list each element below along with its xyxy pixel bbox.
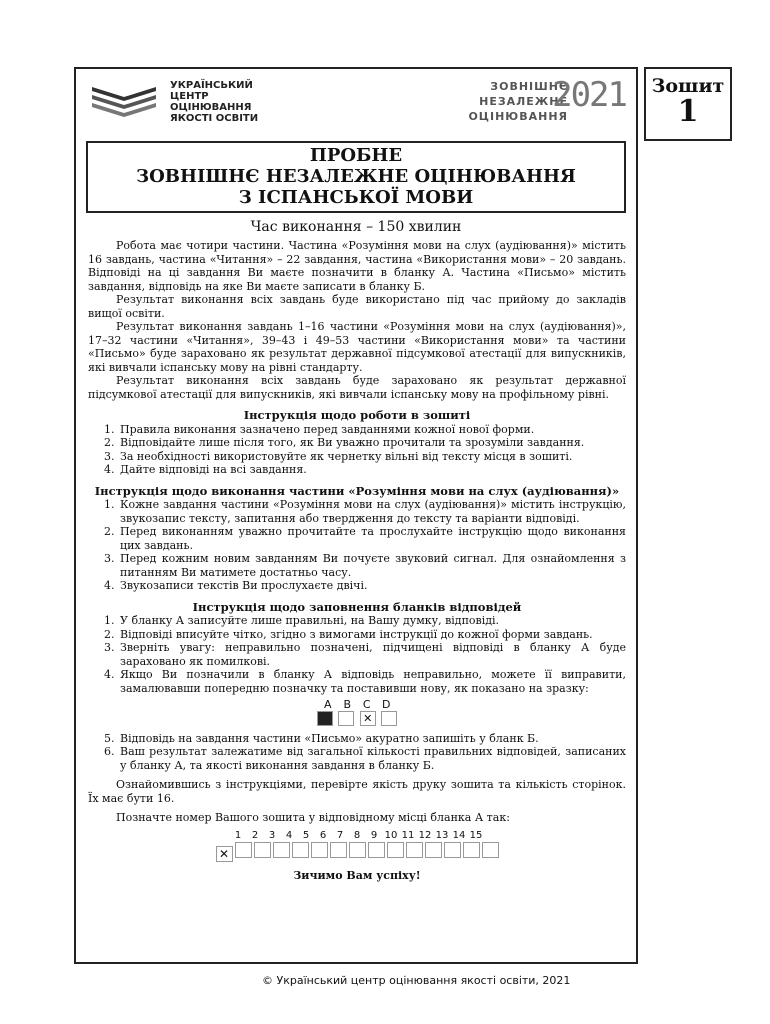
- list-item: 4. Звукозаписи текстів Ви прослухаєте двічі.: [118, 579, 626, 593]
- list-item: 2. Перед виконанням уважно прочитайте та прослухайте інструкцію щодо виконання цих завдань.: [118, 525, 626, 552]
- list-item: 3. За необхідності використовуйте як чернетку вільні від тексту місця в зошиті.: [118, 450, 626, 464]
- section-title: Інструкція щодо заповнення бланків відповідей: [192, 599, 522, 614]
- list-item: 4. Якщо Ви позначили в бланку А відповідь неправильно, можете її виправити, замалювавши попередню позначку та поставивши нову, як показано на зразку:: [118, 668, 626, 695]
- instructions-body: [88, 239, 626, 882]
- booklet-number-box: [463, 842, 480, 858]
- booklet-number-label: 7: [336, 829, 344, 841]
- booklet-number-label: 10: [384, 829, 398, 841]
- list-item: 1. Кожне завдання частини «Розуміння мови на слух (аудіювання)» містить інструкцію, звукозапис тексту, запитання або твердження до тексту та варіанти відповіді.: [118, 498, 626, 525]
- booklet-number-box: [235, 842, 252, 858]
- booklet-number-label: 5: [302, 829, 310, 841]
- booklet-number-box: [330, 842, 347, 858]
- logo-text: УКРАЇНСЬКИЙ ЦЕНТР ОЦІНЮВАННЯ ЯКОСТІ ОСВІТИ: [170, 80, 259, 124]
- title-box: [86, 141, 626, 213]
- booklet-number-label: 11: [401, 829, 415, 841]
- ucoyo-logo-icon: [90, 81, 160, 121]
- booklet-number-label: 13: [435, 829, 449, 841]
- booklet-number-label: 12: [418, 829, 432, 841]
- cover-frame: [74, 67, 638, 964]
- booklet-number-box: [406, 842, 423, 858]
- list-item: 6. Ваш результат залежатиме від загальної кількості правильних відповідей, записаних у бланку А, та якості виконання завдання в бланку Б.: [118, 745, 626, 772]
- intro-paragraph: Результат виконання всіх завдань буде використано під час прийому до закладів вищої освіти.: [88, 293, 626, 320]
- booklet-number-box: [444, 842, 461, 858]
- intro-paragraph: Результат виконання всіх завдань буде зараховано як результат державної підсумкової атестації для випускників, які вивчали іспанську мову на профільному рівні.: [88, 374, 626, 401]
- filled-mark-icon: [317, 711, 333, 726]
- booklet-number-label: 2: [251, 829, 259, 841]
- booklet-number-label: 1: [234, 829, 242, 841]
- check-paragraph: Ознайомившись з інструкціями, перевірте якість друку зошита та кількість сторінок. Їх має бути 16.: [88, 778, 626, 805]
- section1-list: [88, 423, 626, 477]
- list-item: 2. Відповідайте лише після того, як Ви уважно прочитали та зрозуміли завдання.: [118, 436, 626, 450]
- section3-list-continued: [88, 732, 626, 773]
- booklet-number-box: [368, 842, 385, 858]
- cross-mark-icon: ✕: [360, 711, 376, 726]
- empty-cell: [338, 711, 354, 726]
- good-luck: Зичимо Вам успіху!: [293, 868, 421, 882]
- zno-year: 2021: [552, 75, 626, 115]
- title-line-2: ЗОВНІШНЄ НЕЗАЛЕЖНЕ ОЦІНЮВАННЯ: [136, 166, 576, 187]
- list-item: 2. Відповіді вписуйте чітко, згідно з вимогами інструкції до кожної форми завдань.: [118, 628, 626, 642]
- list-item: 1. Правила виконання зазначено перед завданнями кожної нової форми.: [118, 423, 626, 437]
- list-item: 3. Перед кожним новим завданням Ви почуєте звуковий сигнал. Для ознайомлення з питанням Ви матимете достатньо часу.: [118, 552, 626, 579]
- booklet-number-box: [482, 842, 499, 858]
- booklet-number: 1: [677, 94, 699, 129]
- booklet-number-box: [387, 842, 404, 858]
- mark-paragraph: Позначте номер Вашого зошита у відповідному місці бланка А так:: [116, 811, 510, 824]
- booklet-number-label: 14: [452, 829, 466, 841]
- title-line-3: З ІСПАНСЬКОЇ МОВИ: [238, 187, 474, 208]
- header: [86, 77, 626, 135]
- booklet-number-box: [311, 842, 328, 858]
- booklet-number-box: [349, 842, 366, 858]
- intro-paragraph: Результат виконання завдань 1–16 частини «Розуміння мови на слух (аудіювання)», 17–32 частини «Читання», 39–43 і 49–53 частини «Використання мови» та частини «Письмо» буде зараховано як результат державної підсумкової атестації для випускників, які вивчали іспанську мову на рівні стандарту.: [88, 320, 626, 374]
- booklet-label: Зошит: [651, 75, 725, 97]
- duration: Час виконання – 150 хвилин: [250, 219, 462, 235]
- section-title: Інструкція щодо роботи в зошиті: [243, 408, 471, 422]
- zno-logo: ЗОВНІШНЄ НЕЗАЛЕЖНЕ ОЦІНЮВАННЯ 2021: [468, 75, 626, 123]
- intro-paragraph: Робота має чотири частини. Частина «Розуміння мови на слух (аудіювання)» містить 16 завдань, частина «Читання» – 22 завдання, частина «Використання мови» – 20 завдань. Відповіді на ці завдання Ви маєте позначити в бланку А. Частина «Письмо» містить завдання, відповідь на яке Ви маєте записати в бланку Б.: [88, 239, 626, 293]
- section2-list: [88, 498, 626, 593]
- section-title: Інструкція щодо виконання частини «Розуміння мови на слух (аудіювання)»: [94, 483, 620, 498]
- booklet-number-box: [292, 842, 309, 858]
- booklet-number-grid: [88, 829, 626, 863]
- answer-sample: A B C D ✕: [88, 697, 626, 726]
- empty-cell: [381, 711, 397, 726]
- list-item: 5. Відповідь на завдання частини «Письмо» акуратно запишіть у бланк Б.: [118, 732, 626, 746]
- booklet-number-label: 6: [319, 829, 327, 841]
- list-item: 3. Зверніть увагу: неправильно позначені, підчищені відповіді в бланку А буде зараховано як помилкові.: [118, 641, 626, 668]
- copyright: © Український центр оцінювання якості освіти, 2021: [262, 974, 571, 987]
- booklet-number-label: 4: [285, 829, 293, 841]
- booklet-number-label: 3: [268, 829, 276, 841]
- section3-list: [88, 614, 626, 695]
- list-item: 1. У бланку А записуйте лише правильні, на Вашу думку, відповіді.: [118, 614, 626, 628]
- booklet-number-box: [425, 842, 442, 858]
- booklet-number-box: [644, 67, 732, 141]
- booklet-number-label: 9: [370, 829, 378, 841]
- booklet-number-label: 8: [353, 829, 361, 841]
- list-item: 4. Дайте відповіді на всі завдання.: [118, 463, 626, 477]
- booklet-number-label: 15: [469, 829, 483, 841]
- booklet-number-box: [273, 842, 290, 858]
- booklet-number-cross-icon: ✕: [216, 846, 233, 862]
- title-line-1: ПРОБНЕ: [309, 145, 403, 166]
- booklet-number-box: [254, 842, 271, 858]
